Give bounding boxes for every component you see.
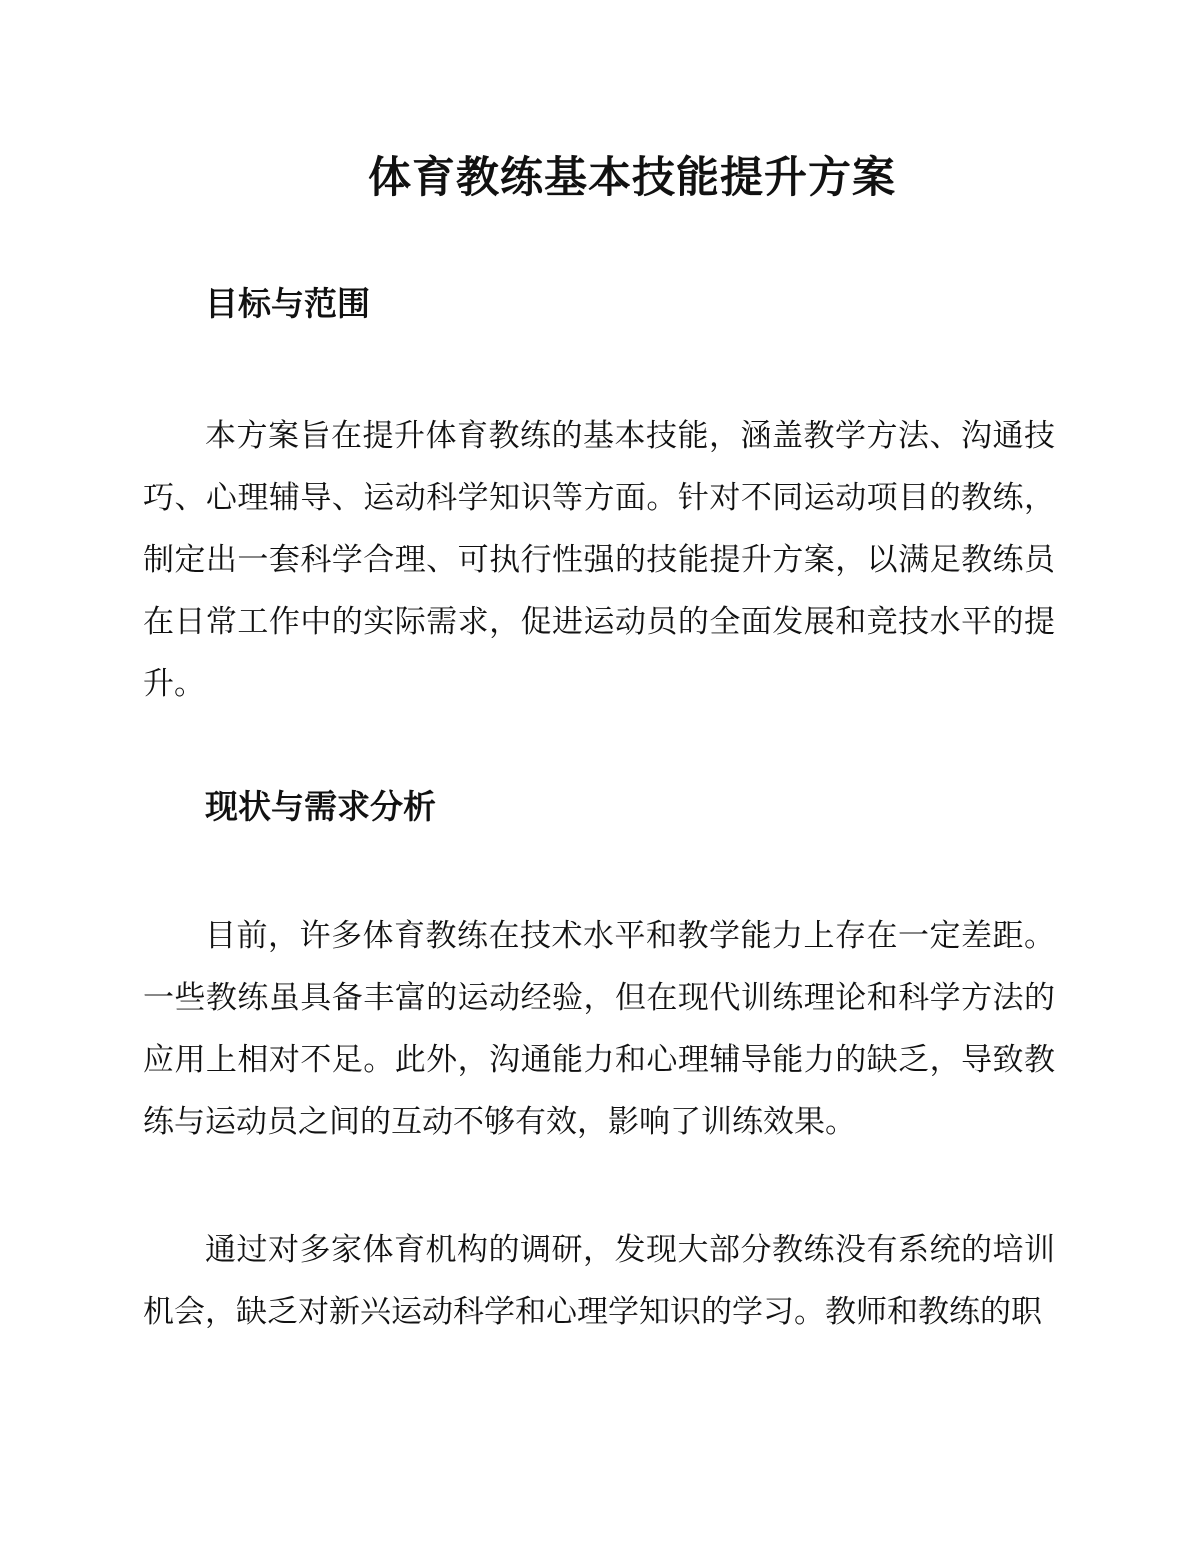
paragraph-status-survey: 通过对多家体育机构的调研，发现大部分教练没有系统的培训机会，缺乏对新兴运动科学和心理学知识的学习。教师和教练的职 [143,1232,1055,1330]
paragraph-status-current: 目前，许多体育教练在技术水平和教学能力上存在一定差距。一些教练虽具备丰富的运动经验，但在现代训练理论和科学方法的应用上相对不足。此外，沟通能力和心理辅导能力的缺乏，导致教练与运动员之间的互动不够有效，影响了训练效果。 [143,918,1055,1140]
section-heading-status-analysis: 现状与需求分析 [205,787,436,826]
section-heading-goals-scope: 目标与范围 [205,284,370,323]
paragraph-goals-scope: 本方案旨在提升体育教练的基本技能，涵盖教学方法、沟通技巧、心理辅导、运动科学知识等方面。针对不同运动项目的教练，制定出一套科学合理、可执行性强的技能提升方案，以满足教练员在日常工作中的实际需求，促进运动员的全面发展和竞技水平的提升。 [143,418,1055,702]
document-title: 体育教练基本技能提升方案 [368,153,896,203]
